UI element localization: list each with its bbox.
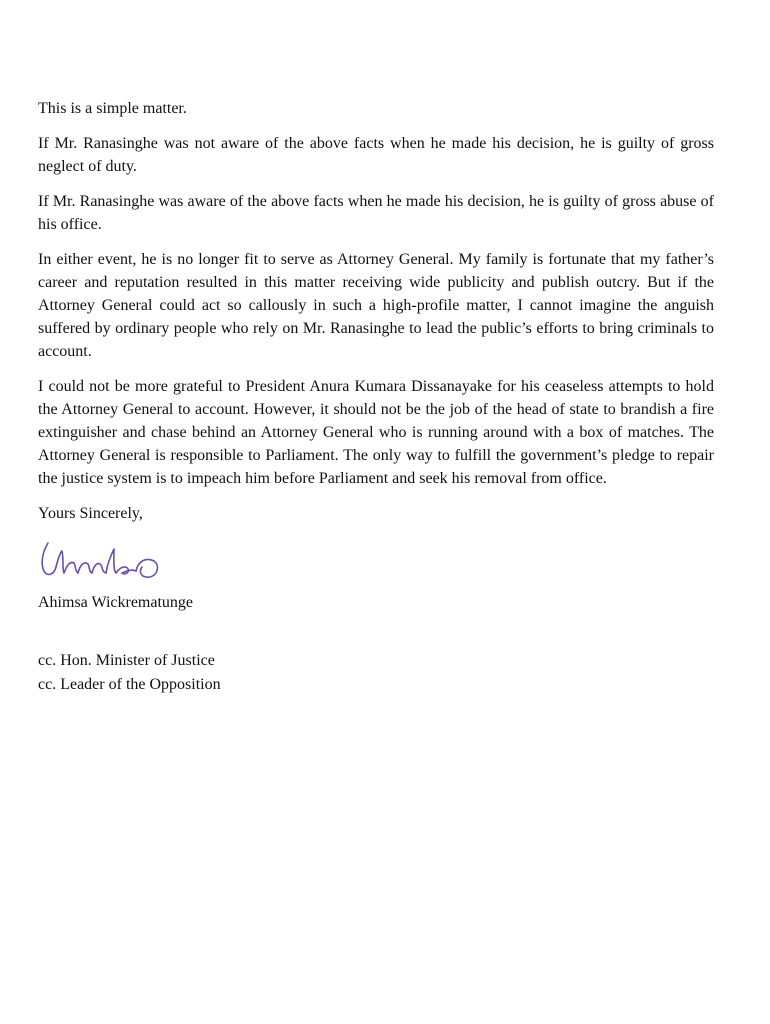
paragraph-impeachment: I could not be more grateful to President Anura Kumara Dissanayake for his ceaseless attempts to hold the Attorney General to account. However, it should not be the job of the head of state to brandish a fire extinguisher and chase behind an Attorney General who is running around with a box of matches. The Attorney General is responsible to Parliament. The only way to fulfill the government’s pledge to repair the justice system is to impeach him before Parliament and seek his removal from office. (38, 378, 714, 487)
signer-name: Ahimsa Wickrematunge (38, 594, 194, 611)
paragraph-simple-matter: This is a simple matter. (38, 100, 187, 117)
letter-body (38, 97, 714, 697)
cc-list (38, 649, 714, 697)
paragraph-not-fit-to-serve: In either event, he is no longer fit to serve as Attorney General. My family is fortunate that my father’s career and reputation resulted in this matter receiving wide publicity and publish outcry. But if the Attorney General could act so callously in such a high-profile matter, I cannot imagine the anguish suffered by ordinary people who rely on Mr. Ranasinghe to lead the public’s efforts to bring criminals to account. (38, 251, 714, 360)
closing-salutation: Yours Sincerely, (38, 505, 143, 522)
cc-minister-of-justice: cc. Hon. Minister of Justice (38, 652, 215, 669)
handwritten-signature (34, 531, 174, 587)
cc-leader-of-opposition: cc. Leader of the Opposition (38, 676, 221, 693)
paragraph-neglect-of-duty: If Mr. Ranasinghe was not aware of the above facts when he made his decision, he is guilty of gross neglect of duty. (38, 135, 714, 175)
paragraph-abuse-of-office: If Mr. Ranasinghe was aware of the above facts when he made his decision, he is guilty of gross abuse of his office. (38, 193, 714, 233)
